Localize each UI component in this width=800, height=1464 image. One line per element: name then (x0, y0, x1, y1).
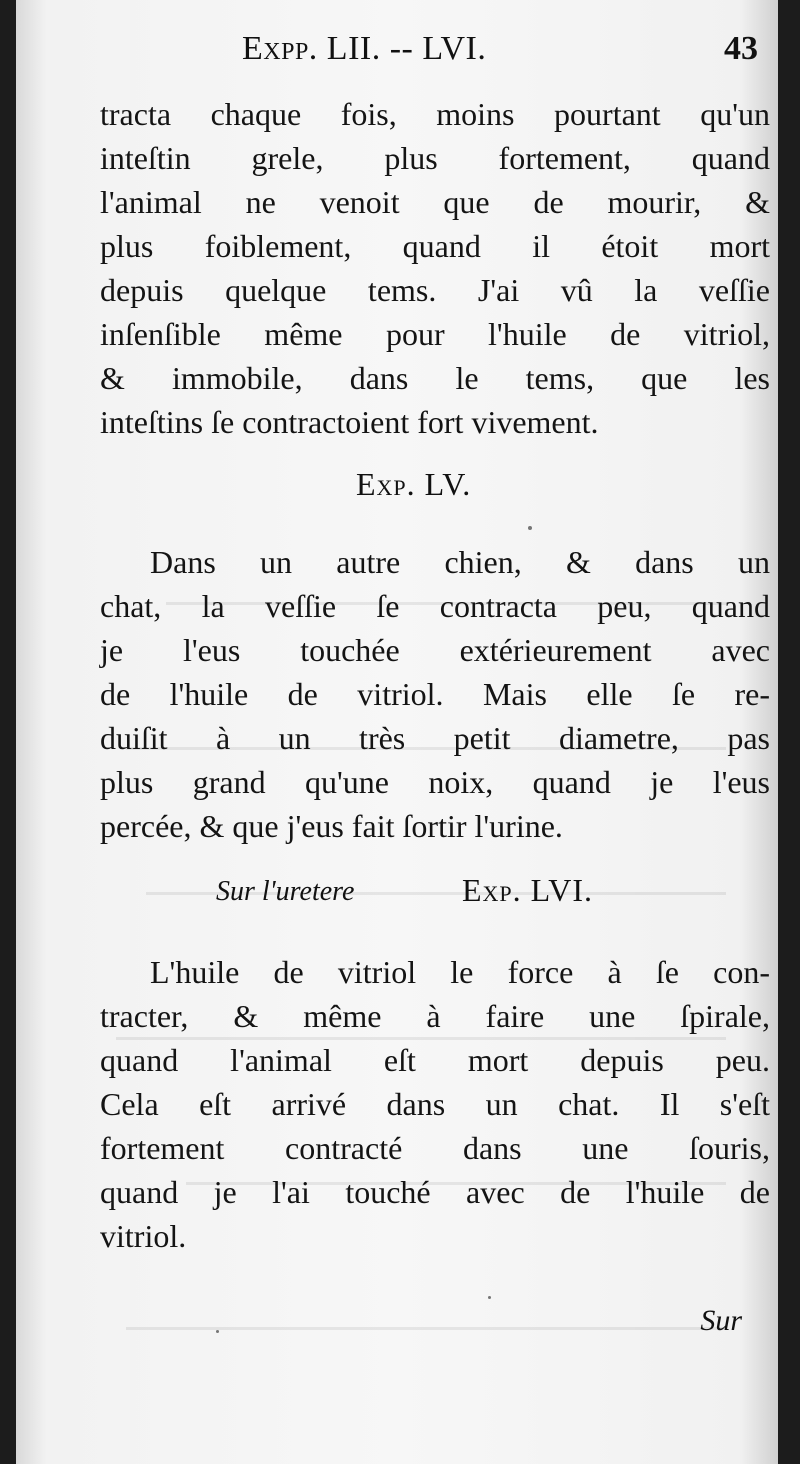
text-line: & immobile, dans le tems, que les (100, 360, 770, 396)
text-line: chat, la veſſie ſe contracta peu, quand (100, 588, 770, 624)
text-line: fortement contracté dans une ſouris, (100, 1130, 770, 1166)
text-line: quand je l'ai touché avec de l'huile de (100, 1174, 770, 1210)
text-line: plus grand qu'une noix, quand je l'eus (100, 764, 770, 800)
text-line: Cela eſt arrivé dans un chat. Il s'eſt (100, 1086, 770, 1122)
paragraph-exp-lvi (100, 950, 770, 1258)
section-heading-exp-lv: Exp. LV. (356, 466, 472, 502)
side-note-uretere: Sur l'uretere (216, 876, 355, 907)
text-line: vitriol. (100, 1218, 187, 1254)
paragraph-exp-lv (100, 540, 770, 848)
text-line: quand l'animal eſt mort depuis peu. (100, 1042, 770, 1078)
text-line: depuis quelque tems. J'ai vû la veſſie (100, 272, 770, 308)
text-line: Dans un autre chien, & dans un (150, 544, 770, 580)
catchword: Sur (700, 1304, 742, 1337)
paper-speck (488, 1296, 491, 1299)
paper-speck (216, 1330, 219, 1333)
text-line: L'huile de vitriol le force à ſe con- (150, 954, 770, 990)
book-page (16, 0, 778, 1464)
text-line: de l'huile de vitriol. Mais elle ſe re- (100, 676, 770, 712)
paragraph-continuation (100, 92, 770, 444)
paper-speck (528, 526, 532, 530)
running-title: Expp. LII. -- LVI. (242, 30, 487, 67)
page-number: 43 (724, 30, 758, 67)
text-line: l'animal ne venoit que de mourir, & (100, 184, 770, 220)
text-line: je l'eus touchée extérieurement avec (100, 632, 770, 668)
text-line: inteſtin grele, plus fortement, quand (100, 140, 770, 176)
text-line: plus foiblement, quand il étoit mort (100, 228, 770, 264)
running-head (16, 26, 778, 76)
text-line: percée, & que j'eus fait ſortir l'urine. (100, 808, 563, 844)
text-line: inteſtins ſe contractoient fort vivement. (100, 404, 599, 440)
text-line: inſenſible même pour l'huile de vitriol, (100, 316, 770, 352)
text-line: duiſit à un très petit diametre, pas (100, 720, 770, 756)
text-line: tracter, & même à faire une ſpirale, (100, 998, 770, 1034)
section-heading-exp-lvi: Exp. LVI. (462, 872, 594, 908)
text-line: tracta chaque fois, moins pourtant qu'un (100, 96, 770, 132)
